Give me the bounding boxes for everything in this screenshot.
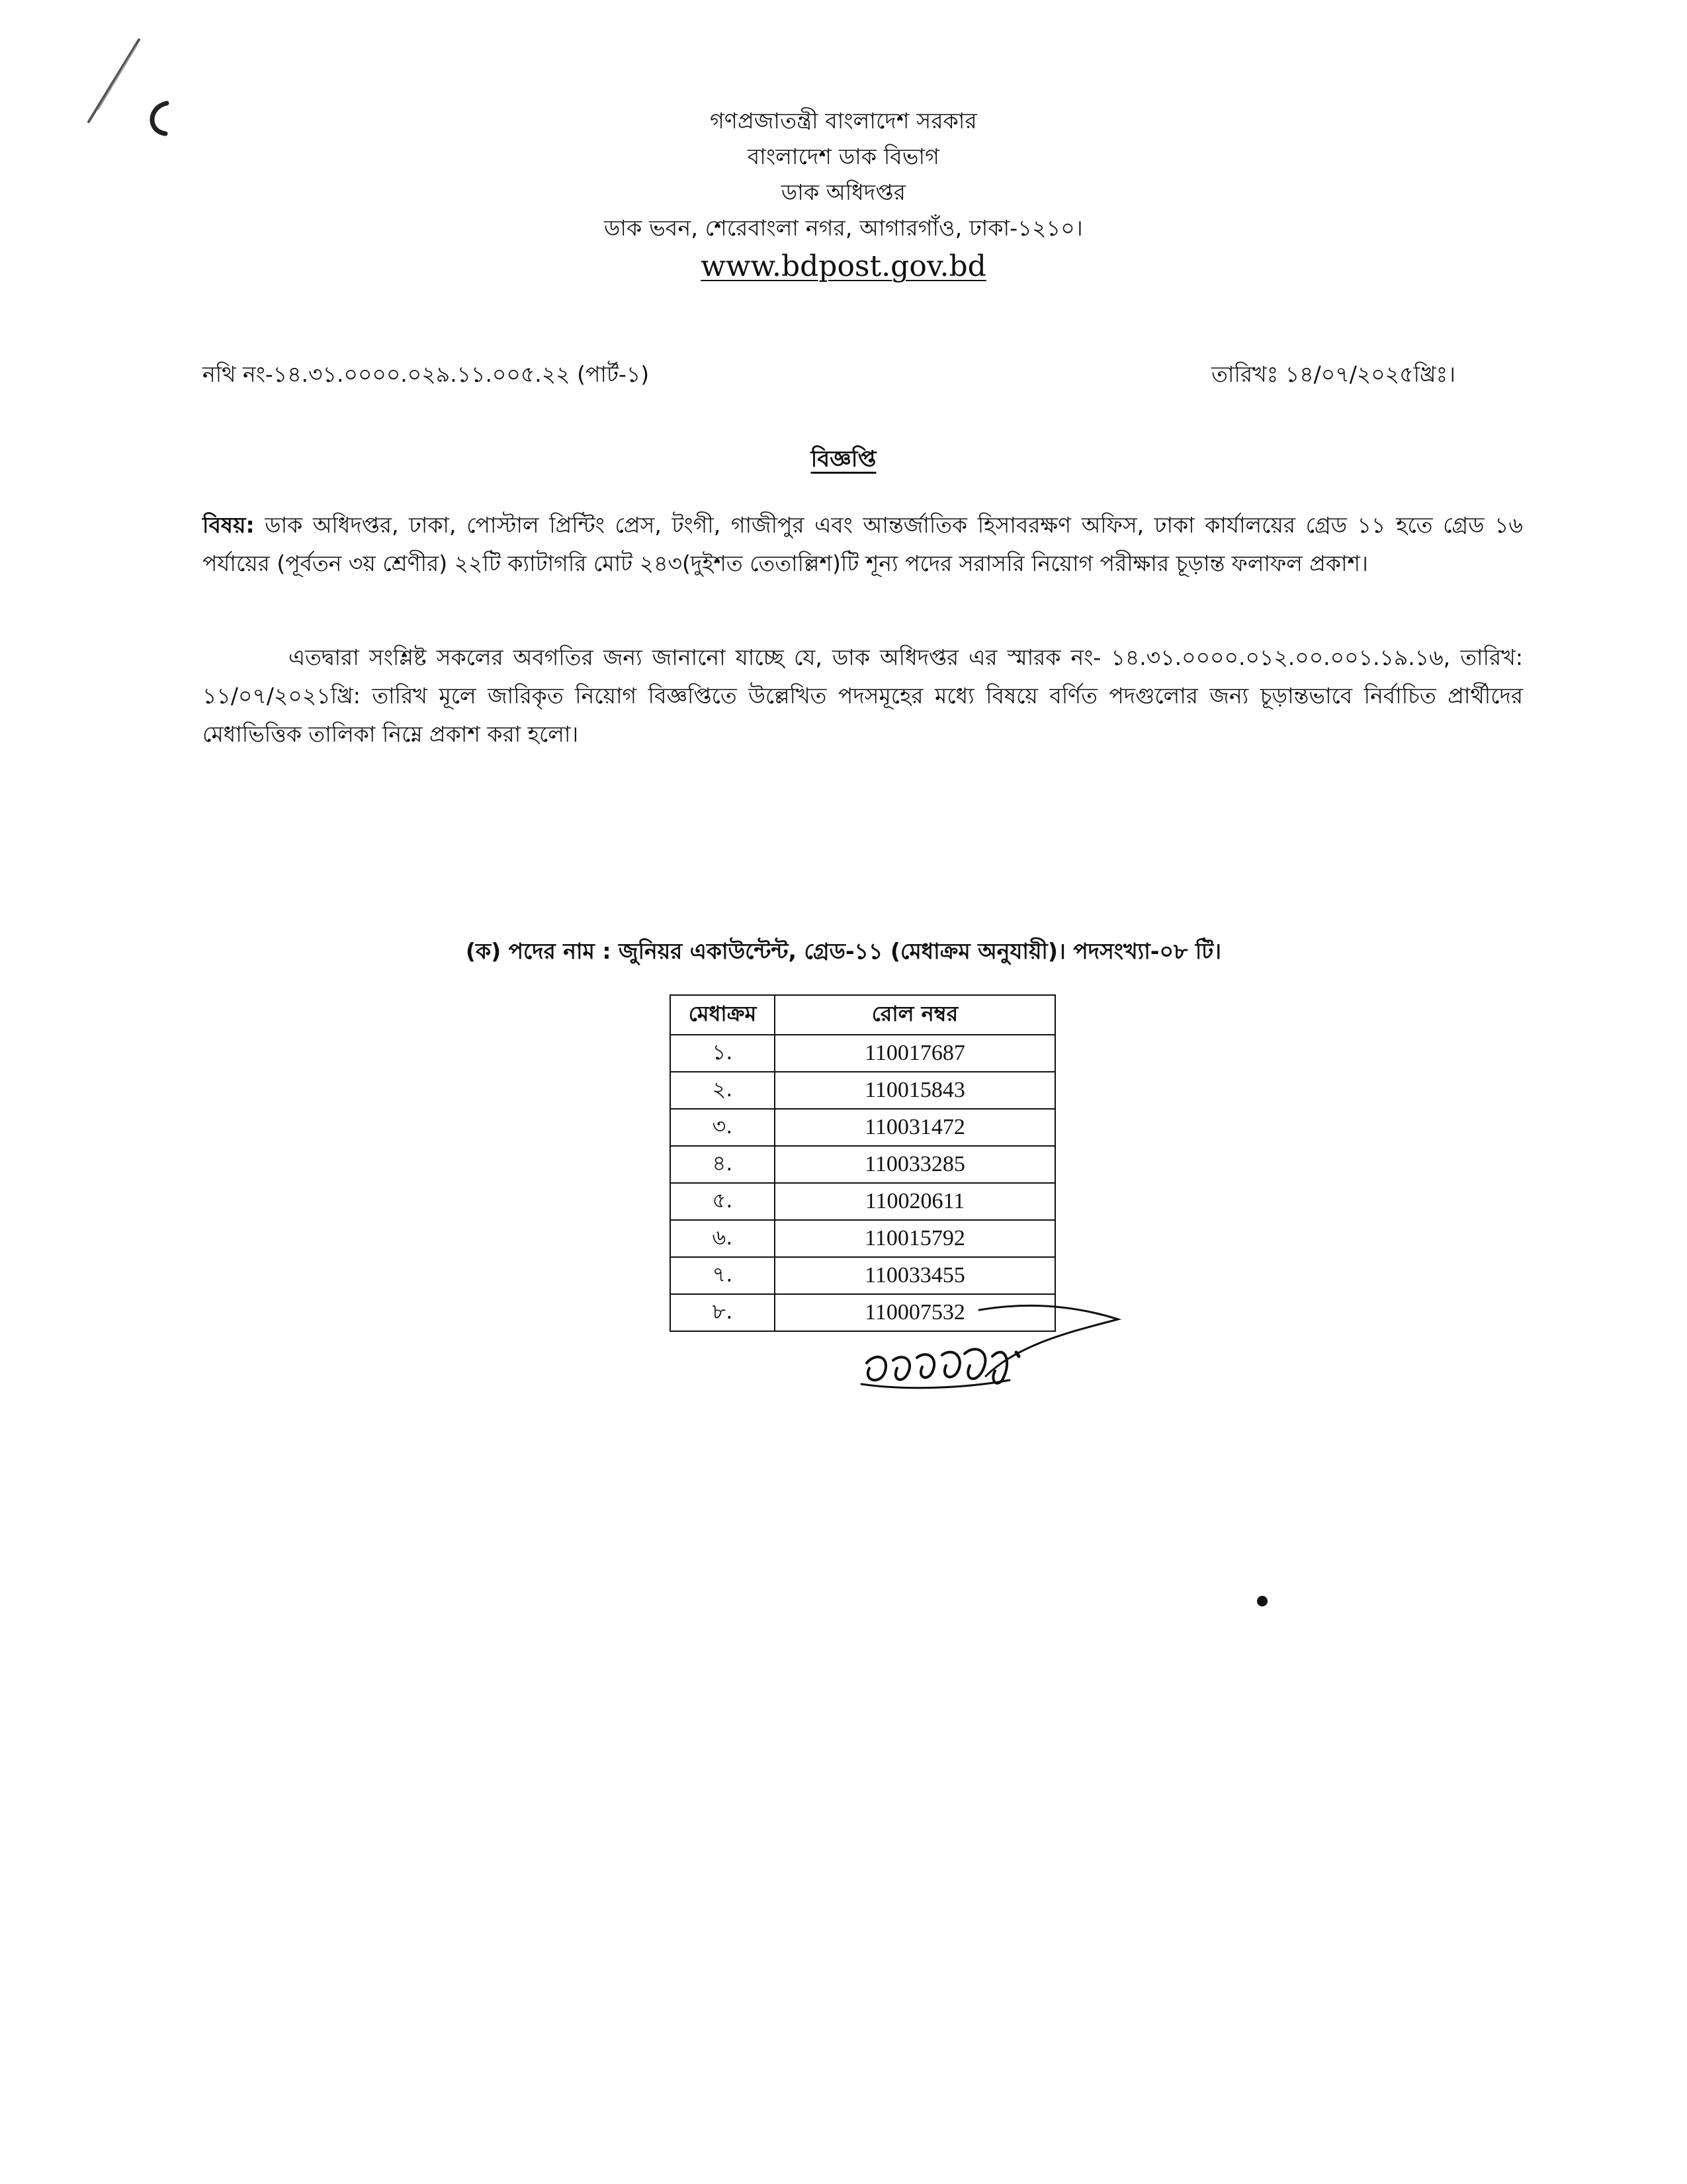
rank-cell: ৪.	[670, 1146, 775, 1183]
rank-cell: ৮.	[670, 1294, 775, 1331]
table-header-row	[670, 995, 1055, 1035]
ministry-name: বাংলাদেশ ডাক বিভাগ	[747, 144, 940, 169]
table-row	[670, 1072, 1055, 1109]
rank-cell: ৭.	[670, 1257, 775, 1294]
table-row	[670, 1146, 1055, 1183]
roll-cell: 110031472	[775, 1109, 1055, 1146]
body-paragraph: এতদ্বারা সংশ্লিষ্ট সকলের অবগতির জন্য জানানো যাচ্ছে যে, ডাক অধিদপ্তর এর স্মারক নং- ১৪.৩১.০০০০.০১২.০০.০০১.১৯.১৬, তারিখ: ১১/০৭/২০২১খ্রি: তারিখ মূলে জারিকৃত নিয়োগ বিজ্ঞপ্তিতে উল্লেখিত পদসমূহের মধ্যে বিষয়ে বর্ণিত পদগুলোর জন্য চূড়ান্তভাবে নির্বাচিত প্রার্থীদের মেধাভিত্তিক তালিকা নিম্নে প্রকাশ করা হলো।	[202, 644, 1523, 747]
roll-cell: 110015843	[775, 1072, 1055, 1109]
table-row	[670, 1109, 1055, 1146]
roll-cell: 110033455	[775, 1257, 1055, 1294]
table-row	[670, 1183, 1055, 1220]
rank-cell: ৩.	[670, 1109, 775, 1146]
roll-cell: 110020611	[775, 1183, 1055, 1220]
table-row	[670, 1220, 1055, 1257]
signature-icon	[853, 1297, 1151, 1429]
roll-cell: 110033285	[775, 1146, 1055, 1183]
rank-cell: ৫.	[670, 1183, 775, 1220]
table-row	[670, 1257, 1055, 1294]
govt-name: গণপ্রজাতন্ত্রী বাংলাদেশ সরকার	[710, 108, 977, 134]
office-address: ডাক ভবন, শেরেবাংলা নগর, আগারগাঁও, ঢাকা-১২১০।	[604, 215, 1083, 241]
merit-list-table	[670, 994, 1056, 1332]
roll-cell: 110015792	[775, 1220, 1055, 1257]
rank-column-header: মেধাক্রম	[670, 995, 775, 1035]
table-row	[670, 1035, 1055, 1072]
roll-cell: 110007532	[775, 1294, 1055, 1331]
rank-cell: ৬.	[670, 1220, 775, 1257]
rank-cell: ২.	[670, 1072, 775, 1109]
website-link[interactable]: www.bdpost.gov.bd	[701, 249, 986, 283]
office-name: ডাক অধিদপ্তর	[781, 179, 906, 205]
roll-cell: 110017687	[775, 1035, 1055, 1072]
notice-title: বিজ্ঞপ্তি	[810, 446, 877, 472]
roll-column-header: রোল নম্বর	[775, 995, 1055, 1035]
issue-date: তারিখঃ ১৪/০৭/২০২৫খ্রিঃ।	[1211, 361, 1455, 387]
subject-text: ডাক অধিদপ্তর, ঢাকা, পোস্টাল প্রিন্টিং প্রেস, টংগী, গাজীপুর এবং আন্তর্জাতিক হিসাবরক্ষণ অফিস, ঢাকা কার্যালয়ের গ্রেড ১১ হতে গ্রেড ১৬ পর্যায়ের (পূর্বতন ৩য় শ্রেণীর) ২২টি ক্যাটাগরি মোট ২৪৩(দুইশত তেতাল্লিশ)টি শূন্য পদের সরাসরি নিয়োগ পরীক্ষার চূড়ান্ত ফলাফল প্রকাশ।	[202, 512, 1523, 576]
post-heading: (ক) পদের নাম : জুনিয়র একাউন্টেন্ট, গ্রেড-১১ (মেধাক্রম অনুযায়ী)। পদসংখ্যা-০৮ টি।	[465, 938, 1222, 964]
letterhead	[0, 103, 1687, 287]
ink-dot	[1257, 1596, 1268, 1606]
subject-paragraph	[202, 506, 1523, 583]
file-number: নথি নং-১৪.৩১.০০০০.০২৯.১১.০০৫.২২ (পার্ট-১)	[202, 361, 650, 387]
subject-label: বিষয়:	[202, 512, 255, 538]
rank-cell: ১.	[670, 1035, 775, 1072]
